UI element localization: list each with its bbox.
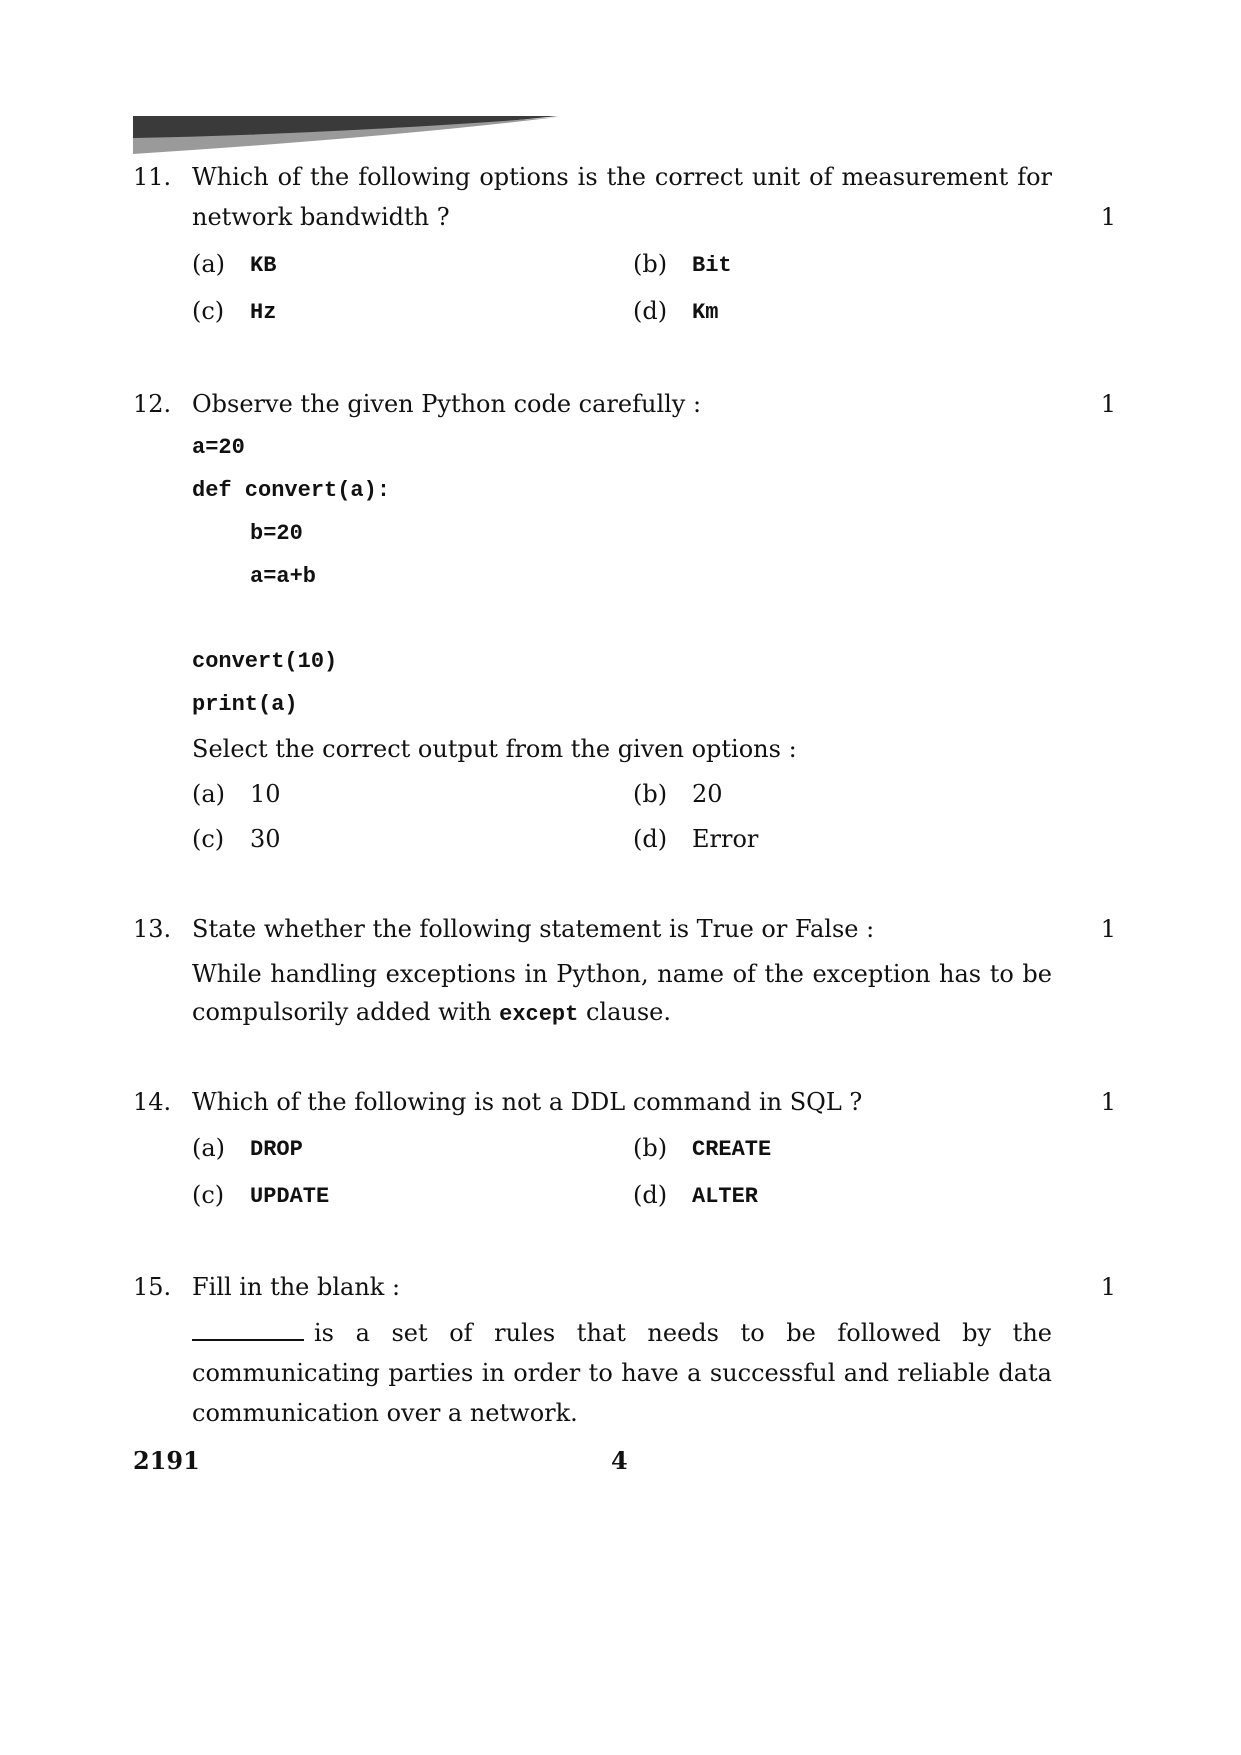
- q14-number: 14.: [133, 1088, 172, 1116]
- header-decorative-bar: [133, 116, 563, 154]
- q12-text: Observe the given Python code carefully :: [192, 390, 702, 418]
- q15-marks: 1: [1100, 1273, 1116, 1301]
- q12-code-line-3: b=20: [250, 521, 303, 546]
- q14-option-a-value: DROP: [250, 1137, 303, 1162]
- q11-option-c-value: Hz: [250, 300, 277, 325]
- q12-option-b-value: 20: [692, 780, 723, 808]
- q12-number: 12.: [133, 390, 172, 418]
- q15-statement: [192, 1313, 1052, 1433]
- q14-marks: 1: [1100, 1088, 1116, 1116]
- q15-blank-line: [192, 1317, 304, 1341]
- q12-code-line-1: a=20: [192, 435, 245, 460]
- q13-statement-part1: While handling exceptions in Python, name of the exception has to be compulsorily added with: [192, 960, 1052, 1026]
- q15-text: Fill in the blank :: [192, 1273, 401, 1301]
- q12-option-b-letter: (b): [633, 780, 668, 808]
- q12-option-d-letter: (d): [633, 825, 668, 853]
- q11-text-line1: Which of the following options is the correct unit of measurement for: [192, 163, 1052, 191]
- q12-option-c-value: 30: [250, 825, 281, 853]
- q15-sentence: is a set of rules that needs to be followed by the communicating parties in order to have a successful and reliable data communication over a network.: [192, 1319, 1052, 1427]
- q12-code-line-2: def convert(a):: [192, 478, 391, 503]
- q13-statement: [192, 955, 1052, 1034]
- q11-option-d-letter: (d): [633, 297, 668, 325]
- q13-keyword: except: [499, 1002, 579, 1027]
- q12-option-d-value: Error: [692, 825, 759, 853]
- q13-text: State whether the following statement is True or False :: [192, 915, 875, 943]
- q14-option-b-value: CREATE: [692, 1137, 772, 1162]
- q11-option-b-value: Bit: [692, 253, 732, 278]
- q15-number: 15.: [133, 1273, 172, 1301]
- q14-option-d-letter: (d): [633, 1181, 668, 1209]
- q14-option-d-value: ALTER: [692, 1184, 759, 1209]
- q11-text-line2: network bandwidth ?: [192, 203, 450, 231]
- q12-prompt: Select the correct output from the given options :: [192, 735, 797, 763]
- q13-number: 13.: [133, 915, 172, 943]
- q12-option-a-value: 10: [250, 780, 281, 808]
- q11-option-a-value: KB: [250, 253, 277, 278]
- q12-option-a-letter: (a): [192, 780, 226, 808]
- q12-marks: 1: [1100, 390, 1116, 418]
- footer-paper-code: 2191: [133, 1446, 200, 1475]
- q12-option-c-letter: (c): [192, 825, 225, 853]
- q14-text: Which of the following is not a DDL command in SQL ?: [192, 1088, 863, 1116]
- q12-code-line-6: print(a): [192, 692, 298, 717]
- q13-statement-part2: clause.: [585, 998, 672, 1026]
- q11-option-d-value: Km: [692, 300, 719, 325]
- q11-option-b-letter: (b): [633, 250, 668, 278]
- q11-option-c-letter: (c): [192, 297, 225, 325]
- q14-option-c-letter: (c): [192, 1181, 225, 1209]
- q12-code-line-5: convert(10): [192, 649, 338, 674]
- q11-option-a-letter: (a): [192, 250, 226, 278]
- q14-option-c-value: UPDATE: [250, 1184, 330, 1209]
- q12-code-line-4: a=a+b: [250, 564, 317, 589]
- q11-number: 11.: [133, 163, 172, 191]
- q11-marks: 1: [1100, 203, 1116, 231]
- footer-page-number: 4: [611, 1446, 628, 1475]
- q14-option-b-letter: (b): [633, 1134, 668, 1162]
- q14-option-a-letter: (a): [192, 1134, 226, 1162]
- q13-marks: 1: [1100, 915, 1116, 943]
